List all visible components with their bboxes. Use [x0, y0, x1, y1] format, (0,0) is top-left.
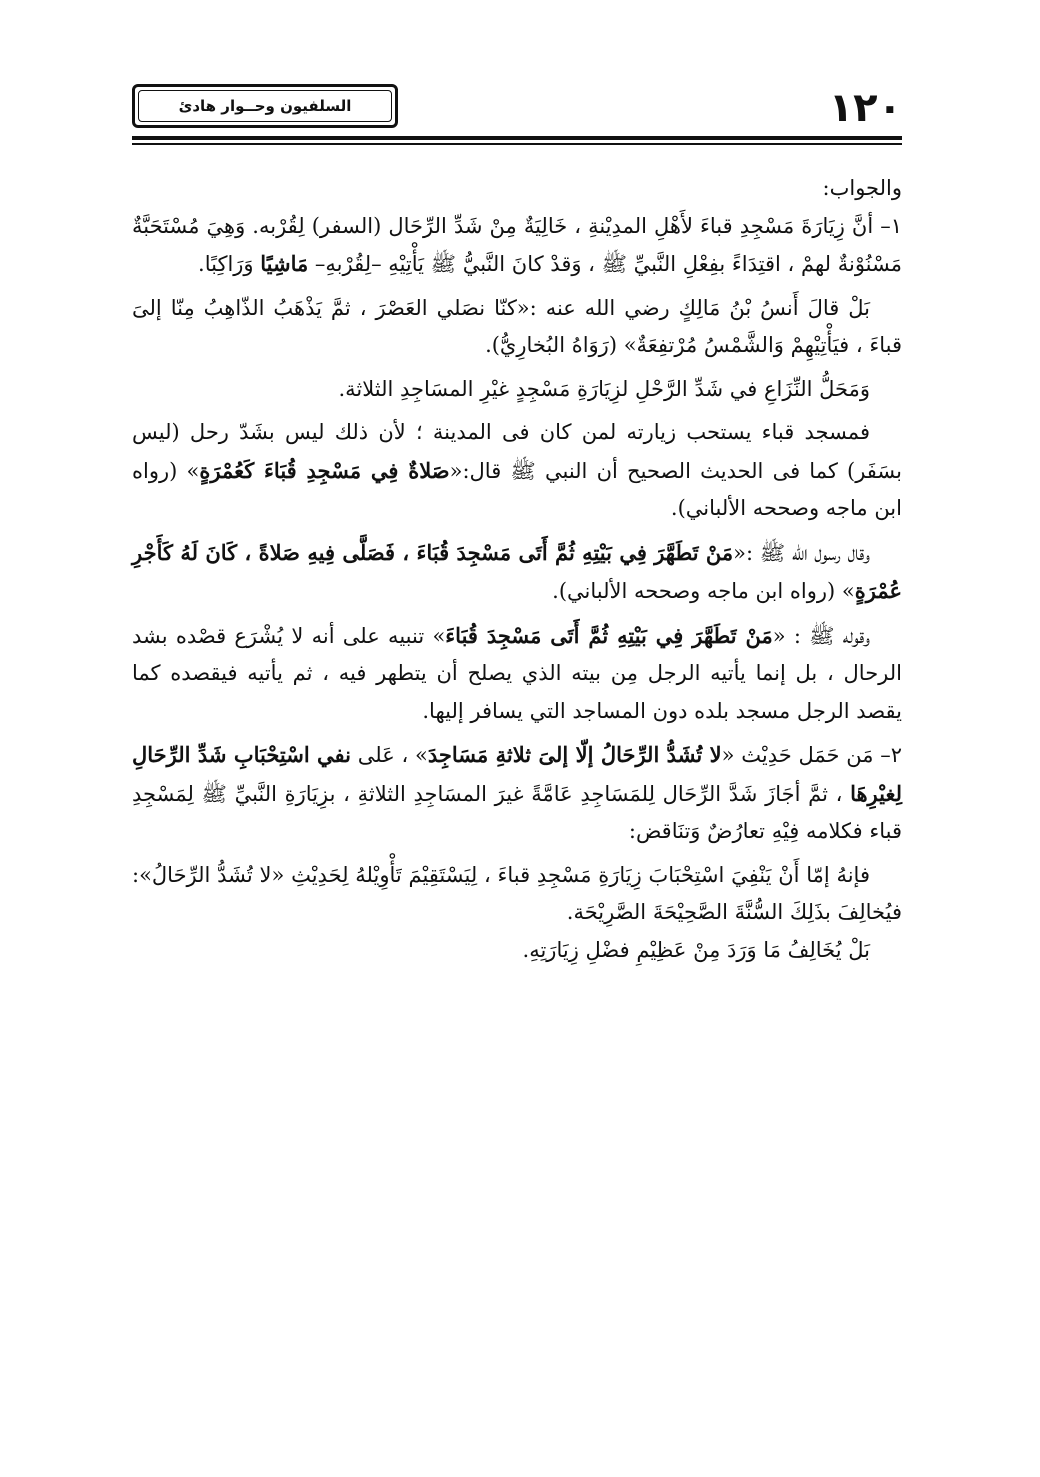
- paragraph-7: [132, 736, 902, 851]
- p7-bold-1: لا تُشَدُّ الرِّحَالُ إلّا إلىَ ثلاثةِ مَسَاجِدَ: [427, 742, 722, 767]
- paragraph-4: [132, 414, 902, 528]
- p5-end: » (رواه ابن ماجه وصححه الألباني).: [552, 579, 855, 603]
- p6-text: وقوله ﷺ : «: [772, 623, 870, 648]
- header-rule-thin: [132, 143, 902, 145]
- paragraph-2: [132, 290, 902, 365]
- p4-end: » (رواه ابن ماجه وصححه الألباني).: [132, 458, 902, 520]
- page-number: ١٢٠: [828, 85, 902, 131]
- p3-text: وَمَحَلُّ النِّزَاعِ في شَدِّ الرَّحْلِ لزِيَارَةِ مَسْجِدٍ غيْرِ المسَاجِدِ الثلاثة.: [338, 376, 870, 401]
- running-title-frame: [132, 84, 398, 128]
- p1-text: ١– أنَّ زِيَارَةَ مَسْجِدِ قباءَ لأَهْلِ المدِيْنةِ ، خَالِيَةٌ مِنْ شَدِّ الرِّحَال (السفر) لِقُرْبه. وَهِيَ مُسْتَحَبَّةٌ مَسْنُوْنةٌ لهمْ ، اقتِدَاءً بفِعْلِ النَّبيِّ ﷺ ، وَقدْ كانَ النَّبيُّ ﷺ يَأْتِيْهِ –لِقُرْبهِ–: [132, 213, 902, 276]
- running-title: السلفيون وحــوار هادئ: [138, 90, 392, 122]
- answer-label: [132, 170, 902, 208]
- p5-text: وقال رسول الله ﷺ :«: [733, 540, 871, 565]
- p1-end: وَرَاكِبًا.: [198, 252, 254, 276]
- p9-text: بَلْ يُخَالِفُ مَا وَرَدَ مِنْ عَظِيْمِ فضْلِ زِيَارَتِهِ.: [522, 937, 870, 962]
- p8-text: فإنهُ إمّا أَنْ يَنْفِيَ اسْتِحْبَابَ زِيَارَةِ مَسْجِدِ قباءَ ، لِيَسْتَقِيْمَ تَأْوِيْلهُ لِحَدِيْثِ «لا تُشَدُّ الرِّحَالُ»: فيُخالِفَ بذَلِكَ السُّنَّةَ الصَّحِيْحَةَ الصَّرِيْحَة.: [132, 862, 902, 924]
- p6-bold: مَنْ تَطَهَّرَ فِي بَيْتِهِ ثُمَّ أَتَى مَسْجِدَ قُبَاءَ: [445, 622, 773, 648]
- p1-bold: مَاشِيًا: [260, 251, 309, 276]
- p4-bold: صَلاةٌ فِي مَسْجِدِ قُبَاءَ كَعُمْرَةٍ: [199, 457, 450, 483]
- p7-mid: » ، عَلى: [357, 743, 428, 767]
- p7-text: ٢– مَن حَمَل حَدِيْث «: [721, 743, 902, 767]
- paragraph-3: [132, 371, 902, 409]
- paragraph-6: [132, 617, 902, 731]
- page-body: [132, 170, 902, 969]
- p7-bold-2: نفي اسْتِحْبَابِ شَدِّ الرِّحَالِ لِغيْرِهَا: [132, 742, 902, 806]
- header-rule-thick: [132, 136, 902, 140]
- p4-text: فمسجد قباء يستحب زيارته لمن كان فى المدينة ؛ لأن ذلك ليس بشَدّ رحل (ليس بسَفَر) كما فى الحديث الصحيح أن النبي ﷺ قال:«: [132, 420, 902, 483]
- page-header: [132, 84, 902, 144]
- p7-end: ، ثمَّ أجَازَ شَدَّ الرِّحَال لِلمَسَاجِدِ عَامَّةً غيرَ المسَاجِدِ الثلاثةِ ، بزِيَارَةِ النَّبيِّ ﷺ لِمَسْجِدِ قباء فكلامه فِيْهِ تعارُضٌ وَتنَاقض:: [132, 781, 902, 843]
- p5-bold: مَنْ تَطَهَّرَ فِي بَيْتِهِ ثُمَّ أَتَى مَسْجِدَ قُبَاءَ ، فَصَلَّى فِيهِ صَلاةً ، كَانَ لَهُ كَأَجْرِ عُمْرَةٍ: [132, 539, 902, 603]
- p6-end: » تنبيه على أنه لا يُشْرَع قصْده بشد الرحال ، بل إنما يأتيه الرجل مِن بيته الذي يصلح أن يتطهر فيه ، ثم يأتيه فيقصده كما يقصد الرجل مسجد بلده دون المساجد التي يسافر إليها.: [132, 623, 902, 723]
- paragraph-8: [132, 857, 902, 932]
- p2-text: بَلْ قالَ أَنسُ بْنُ مَالِكٍ رضي الله عنه :«كنّا نصَلي العَصْرَ ، ثمَّ يَذْهَبُ الذّاهِبُ مِنّا إلىَ قباءَ ، فيَأْتِيْهِمْ وَالشَّمْسُ مُرْتفِعَةٌ» (رَوَاهُ البُخارِيُّ).: [132, 295, 902, 357]
- paragraph-1: [132, 208, 902, 284]
- paragraph-5: [132, 534, 902, 611]
- answer-label-text: والجواب:: [822, 176, 902, 200]
- paragraph-9: [132, 932, 902, 970]
